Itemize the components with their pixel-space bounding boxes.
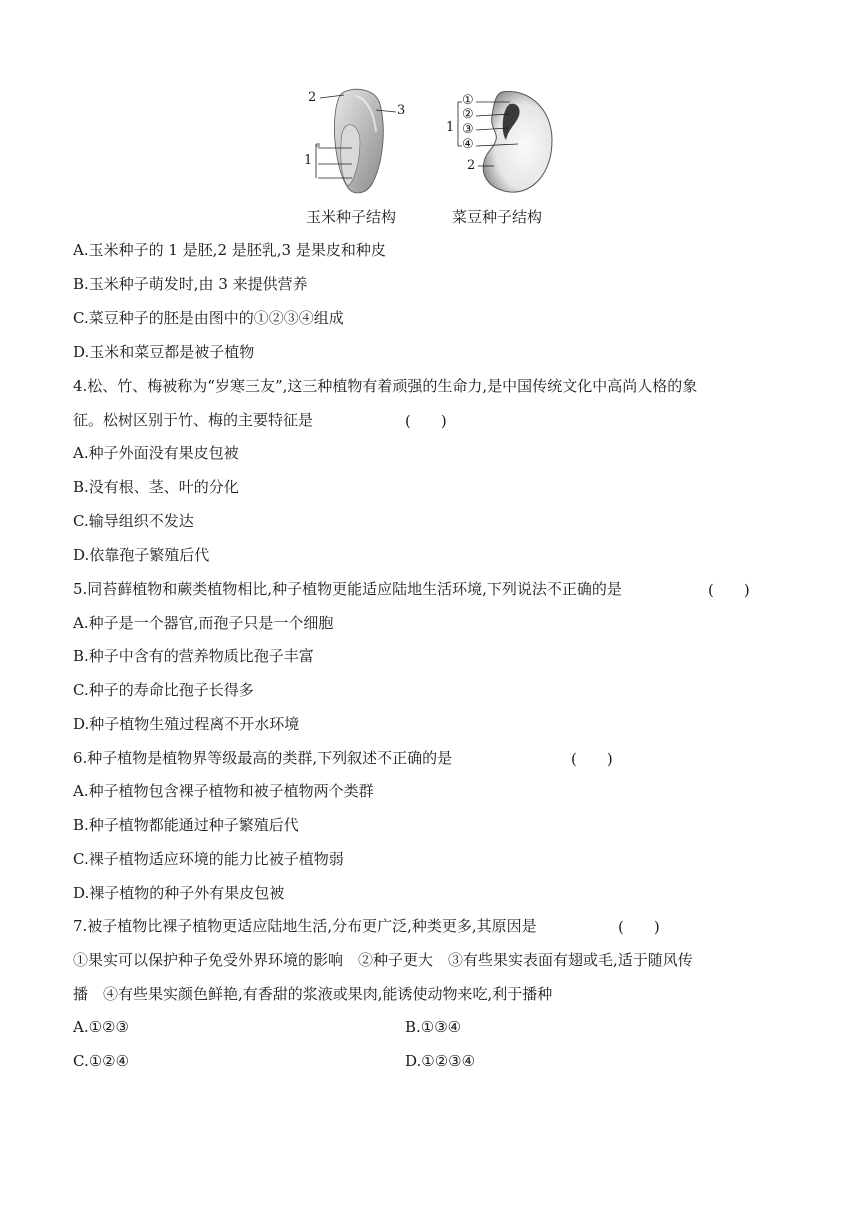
corn-label-2: 2	[308, 90, 317, 105]
q6-option-b: B.种子植物都能通过种子繁殖后代	[73, 816, 299, 834]
q3-option-c: C.菜豆种子的胚是由图中的①②③④组成	[73, 309, 344, 327]
q6-option-a: A.种子植物包含裸子植物和被子植物两个类群	[73, 782, 374, 800]
bean-label-1: 1	[446, 120, 455, 135]
q6-answer-paren: ( )	[571, 750, 613, 768]
q7-stem: 7.被子植物比裸子植物更适应陆地生活,分布更广泛,种类更多,其原因是	[73, 917, 537, 935]
corn-label-1: 1	[304, 153, 313, 168]
q7-option-c: C.①②④	[73, 1052, 130, 1070]
q4-option-d: D.依靠孢子繁殖后代	[73, 546, 210, 564]
q4-stem-line2: 征。松树区别于竹、梅的主要特征是	[73, 411, 314, 429]
bean-label-2: 2	[467, 158, 476, 173]
q4-option-a: A.种子外面没有果皮包被	[73, 444, 239, 462]
seed-diagram	[296, 82, 566, 202]
q5-option-d: D.种子植物生殖过程离不开水环境	[73, 715, 300, 733]
q7-items-line1: ①果实可以保护种子免受外界环境的影响 ②种子更大 ③有些果实表面有翅或毛,适于随风传	[73, 951, 693, 969]
q7-option-a: A.①②③	[73, 1018, 129, 1036]
q5-option-b: B.种子中含有的营养物质比孢子丰富	[73, 647, 314, 665]
bean-label-circle-2: ②	[462, 107, 474, 122]
q3-option-d: D.玉米和菜豆都是被子植物	[73, 343, 255, 361]
q7-items-line2: 播 ④有些果实颜色鲜艳,有香甜的浆液或果肉,能诱使动物来吃,利于播种	[73, 985, 553, 1003]
q5-answer-paren: ( )	[708, 581, 750, 599]
q7-answer-paren: ( )	[618, 918, 660, 936]
q4-option-b: B.没有根、茎、叶的分化	[73, 478, 239, 496]
q4-option-c: C.输导组织不发达	[73, 512, 194, 530]
corn-label-3: 3	[397, 103, 406, 118]
q7-option-d: D.①②③④	[405, 1052, 476, 1070]
q7-option-b: B.①③④	[405, 1018, 462, 1036]
q3-option-a: A.玉米种子的 1 是胚,2 是胚乳,3 是果皮和种皮	[73, 241, 386, 259]
q4-answer-paren: ( )	[405, 412, 447, 430]
corn-caption: 玉米种子结构	[306, 208, 397, 226]
q6-stem: 6.种子植物是植物界等级最高的类群,下列叙述不正确的是	[73, 749, 453, 767]
bean-label-circle-1: ①	[462, 93, 474, 108]
bean-label-circle-3: ③	[462, 122, 474, 137]
q5-stem: 5.同苔藓植物和蕨类植物相比,种子植物更能适应陆地生活环境,下列说法不正确的是	[73, 580, 622, 598]
q6-option-d: D.裸子植物的种子外有果皮包被	[73, 884, 285, 902]
bean-caption: 菜豆种子结构	[452, 208, 543, 226]
q6-option-c: C.裸子植物适应环境的能力比被子植物弱	[73, 850, 344, 868]
q5-option-c: C.种子的寿命比孢子长得多	[73, 681, 254, 699]
q4-stem-line1: 4.松、竹、梅被称为“岁寒三友”,这三种植物有着顽强的生命力,是中国传统文化中高尚人格的象	[73, 377, 698, 395]
q5-option-a: A.种子是一个器官,而孢子只是一个细胞	[73, 614, 334, 632]
q3-option-b: B.玉米种子萌发时,由 3 来提供营养	[73, 275, 308, 293]
bean-label-circle-4: ④	[462, 137, 474, 152]
